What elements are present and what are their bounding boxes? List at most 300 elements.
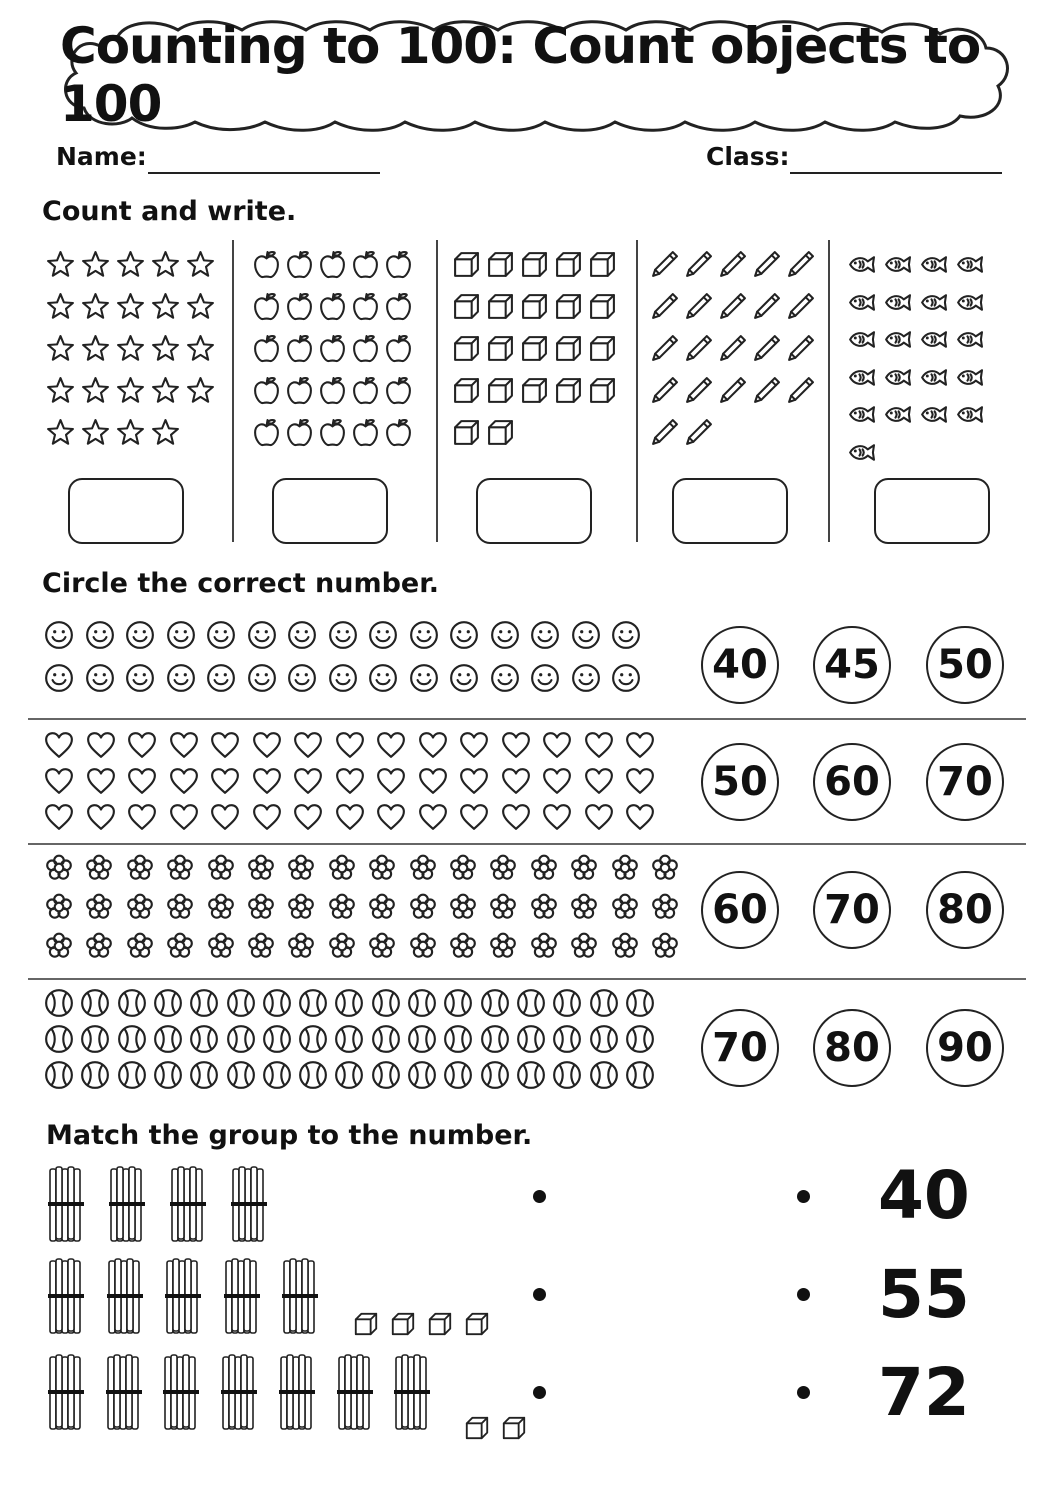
ball-icon — [480, 1060, 510, 1090]
flower-icon — [84, 931, 114, 961]
circle-row-smiley — [0, 620, 1055, 730]
ball-icon — [552, 1024, 582, 1054]
ten-bundle-icon — [170, 1165, 206, 1245]
heart-icon — [252, 802, 282, 832]
number-choice[interactable]: 80 — [926, 871, 1004, 949]
fish-icon — [846, 288, 875, 317]
circle-row-flower — [0, 853, 1055, 963]
circle-row-heart — [0, 730, 1055, 840]
smiley-icon — [206, 663, 236, 693]
ball-icon — [189, 988, 219, 1018]
ball-icon — [189, 1060, 219, 1090]
cube-icon — [554, 376, 583, 405]
ball-icon — [334, 1024, 364, 1054]
star-icon — [151, 292, 180, 321]
apple-icon — [318, 250, 347, 279]
flower-icon — [610, 931, 640, 961]
smiley-icon — [287, 663, 317, 693]
flower-icon — [488, 892, 518, 922]
answer-box[interactable] — [272, 478, 388, 544]
name-field[interactable] — [148, 172, 380, 174]
number-choice[interactable]: 90 — [926, 1009, 1004, 1087]
answer-box[interactable] — [672, 478, 788, 544]
apple-icon — [285, 418, 314, 447]
flower-icon — [327, 853, 357, 883]
ten-bundle-icon — [109, 1165, 145, 1245]
smiley-icon — [85, 620, 115, 650]
cube-icon — [520, 292, 549, 321]
ball-icon — [589, 1024, 619, 1054]
star-icon — [81, 418, 110, 447]
match-dot-left[interactable] — [533, 1386, 546, 1399]
heart-icon — [459, 802, 489, 832]
cube-icon — [464, 1415, 490, 1441]
ball-icon — [407, 1024, 437, 1054]
cube-icon — [486, 418, 515, 447]
flower-icon — [246, 931, 276, 961]
fish-icon — [846, 325, 875, 354]
cube-icon — [452, 250, 481, 279]
star-icon — [151, 250, 180, 279]
smiley-icon — [571, 663, 601, 693]
heart-icon — [293, 766, 323, 796]
flower-icon — [165, 853, 195, 883]
heart-icon — [86, 730, 116, 760]
cube-icon — [464, 1311, 490, 1337]
count-group-cube — [452, 246, 632, 546]
apple-icon — [351, 418, 380, 447]
fish-icon — [918, 288, 947, 317]
ball-icon — [262, 1024, 292, 1054]
cube-icon — [554, 292, 583, 321]
match-dot-right[interactable] — [797, 1288, 810, 1301]
cube-icon — [520, 250, 549, 279]
fish-icon — [918, 400, 947, 429]
fish-icon — [846, 438, 875, 467]
circle-row-ball — [0, 988, 1055, 1098]
ball-icon — [298, 1060, 328, 1090]
ball-icon — [80, 988, 110, 1018]
apple-icon — [252, 292, 281, 321]
column-divider — [636, 240, 638, 542]
flower-icon — [367, 931, 397, 961]
ball-icon — [262, 1060, 292, 1090]
circle-section-heading: Circle the correct number. — [42, 568, 439, 599]
apple-icon — [351, 250, 380, 279]
row-divider — [28, 718, 1026, 720]
flower-icon — [44, 931, 74, 961]
ball-icon — [334, 1060, 364, 1090]
apple-icon — [351, 292, 380, 321]
pencil-icon — [684, 334, 713, 363]
page-title: Counting to 100: Count objects to 100 — [60, 17, 981, 133]
smiley-icon — [85, 663, 115, 693]
match-number: 40 — [878, 1157, 970, 1234]
heart-icon — [584, 802, 614, 832]
ball-icon — [443, 1060, 473, 1090]
cube-icon — [452, 334, 481, 363]
heart-icon — [501, 802, 531, 832]
ball-icon — [480, 1024, 510, 1054]
flower-icon — [488, 853, 518, 883]
ten-bundle-icon — [221, 1353, 257, 1433]
heart-icon — [625, 802, 655, 832]
smiley-icon — [368, 620, 398, 650]
cube-icon — [486, 250, 515, 279]
fish-icon — [954, 288, 983, 317]
number-choice[interactable]: 45 — [813, 626, 891, 704]
ball-icon — [480, 988, 510, 1018]
star-icon — [81, 334, 110, 363]
ten-bundle-icon — [337, 1353, 373, 1433]
smiley-icon — [490, 663, 520, 693]
name-label: Name: — [56, 142, 147, 171]
ten-bundle-icon — [107, 1257, 143, 1337]
star-icon — [116, 418, 145, 447]
apple-icon — [318, 418, 347, 447]
flower-icon — [367, 892, 397, 922]
flower-icon — [448, 853, 478, 883]
smiley-icon — [328, 663, 358, 693]
ball-icon — [625, 988, 655, 1018]
apple-icon — [384, 292, 413, 321]
pencil-icon — [650, 334, 679, 363]
star-icon — [46, 250, 75, 279]
ball-icon — [516, 1060, 546, 1090]
number-choice[interactable]: 80 — [813, 1009, 891, 1087]
flower-icon — [408, 931, 438, 961]
heart-icon — [127, 730, 157, 760]
apple-icon — [252, 418, 281, 447]
star-icon — [186, 250, 215, 279]
pencil-icon — [786, 376, 815, 405]
flower-icon — [165, 892, 195, 922]
match-dot-right[interactable] — [797, 1190, 810, 1203]
flower-icon — [84, 892, 114, 922]
star-icon — [81, 250, 110, 279]
match-dot-right[interactable] — [797, 1386, 810, 1399]
flower-icon — [408, 892, 438, 922]
heart-icon — [169, 730, 199, 760]
flower-icon — [448, 931, 478, 961]
heart-icon — [542, 766, 572, 796]
apple-icon — [384, 418, 413, 447]
ball-icon — [552, 988, 582, 1018]
flower-icon — [569, 853, 599, 883]
smiley-icon — [571, 620, 601, 650]
column-divider — [828, 240, 830, 542]
pencil-icon — [752, 376, 781, 405]
ball-icon — [371, 988, 401, 1018]
heart-icon — [127, 766, 157, 796]
cube-icon — [486, 376, 515, 405]
flower-icon — [246, 892, 276, 922]
match-dot-left[interactable] — [533, 1288, 546, 1301]
heart-icon — [210, 730, 240, 760]
smiley-icon — [611, 663, 641, 693]
cube-icon — [486, 292, 515, 321]
number-choice[interactable]: 40 — [701, 626, 779, 704]
smiley-icon — [409, 620, 439, 650]
heart-icon — [252, 730, 282, 760]
flower-icon — [206, 853, 236, 883]
smiley-icon — [247, 663, 277, 693]
cube-icon — [588, 334, 617, 363]
cube-icon — [588, 376, 617, 405]
smiley-icon — [409, 663, 439, 693]
flower-icon — [529, 931, 559, 961]
heart-icon — [210, 766, 240, 796]
flower-icon — [84, 853, 114, 883]
flower-icon — [448, 892, 478, 922]
pencil-icon — [684, 376, 713, 405]
cube-icon — [390, 1311, 416, 1337]
ten-bundle-icon — [231, 1165, 267, 1245]
ten-bundle-icon — [106, 1353, 142, 1433]
flower-icon — [125, 892, 155, 922]
smiley-icon — [166, 663, 196, 693]
smiley-icon — [125, 620, 155, 650]
answer-box[interactable] — [874, 478, 990, 544]
heart-icon — [625, 730, 655, 760]
answer-box[interactable] — [68, 478, 184, 544]
apple-icon — [285, 334, 314, 363]
smiley-icon — [125, 663, 155, 693]
cube-icon — [452, 376, 481, 405]
cube-icon — [588, 292, 617, 321]
flower-icon — [286, 931, 316, 961]
heart-icon — [584, 730, 614, 760]
flower-icon — [650, 853, 680, 883]
star-icon — [46, 376, 75, 405]
flower-icon — [286, 853, 316, 883]
number-choice[interactable]: 70 — [926, 743, 1004, 821]
star-icon — [151, 334, 180, 363]
heart-icon — [44, 730, 74, 760]
smiley-icon — [530, 620, 560, 650]
answer-box[interactable] — [476, 478, 592, 544]
cube-icon — [452, 418, 481, 447]
heart-icon — [459, 730, 489, 760]
flower-icon — [165, 931, 195, 961]
flower-icon — [650, 892, 680, 922]
star-icon — [116, 250, 145, 279]
cube-icon — [353, 1311, 379, 1337]
fish-icon — [846, 250, 875, 279]
fish-icon — [882, 250, 911, 279]
fish-icon — [954, 250, 983, 279]
heart-icon — [210, 802, 240, 832]
ball-icon — [117, 1024, 147, 1054]
cube-icon — [501, 1415, 527, 1441]
fish-icon — [918, 363, 947, 392]
heart-icon — [44, 802, 74, 832]
ball-icon — [443, 1024, 473, 1054]
ball-icon — [117, 1060, 147, 1090]
cube-icon — [554, 250, 583, 279]
ball-icon — [117, 988, 147, 1018]
ball-icon — [226, 1024, 256, 1054]
heart-icon — [418, 766, 448, 796]
smiley-icon — [368, 663, 398, 693]
flower-icon — [650, 931, 680, 961]
star-icon — [151, 418, 180, 447]
cube-icon — [452, 292, 481, 321]
number-choice[interactable]: 70 — [701, 1009, 779, 1087]
star-icon — [151, 376, 180, 405]
ball-icon — [443, 988, 473, 1018]
cube-icon — [520, 334, 549, 363]
heart-icon — [418, 730, 448, 760]
star-icon — [186, 376, 215, 405]
ten-bundle-icon — [282, 1257, 318, 1337]
ball-icon — [625, 1024, 655, 1054]
flower-icon — [610, 892, 640, 922]
heart-icon — [335, 766, 365, 796]
smiley-icon — [490, 620, 520, 650]
heart-icon — [584, 766, 614, 796]
pencil-icon — [752, 292, 781, 321]
smiley-icon — [530, 663, 560, 693]
pencil-icon — [718, 376, 747, 405]
heart-icon — [44, 766, 74, 796]
ball-icon — [371, 1060, 401, 1090]
flower-icon — [286, 892, 316, 922]
smiley-icon — [287, 620, 317, 650]
star-icon — [116, 334, 145, 363]
heart-icon — [376, 766, 406, 796]
smiley-icon — [206, 620, 236, 650]
heart-icon — [625, 766, 655, 796]
number-choice[interactable]: 60 — [701, 871, 779, 949]
flower-icon — [569, 892, 599, 922]
flower-icon — [610, 853, 640, 883]
ten-bundle-icon — [48, 1353, 84, 1433]
star-icon — [186, 292, 215, 321]
smiley-icon — [166, 620, 196, 650]
ball-icon — [298, 1024, 328, 1054]
heart-icon — [293, 730, 323, 760]
cube-icon — [486, 334, 515, 363]
ball-icon — [334, 988, 364, 1018]
pencil-icon — [650, 376, 679, 405]
apple-icon — [252, 376, 281, 405]
ball-icon — [589, 988, 619, 1018]
cube-icon — [554, 334, 583, 363]
heart-icon — [293, 802, 323, 832]
pencil-icon — [718, 334, 747, 363]
flower-icon — [529, 892, 559, 922]
star-icon — [46, 418, 75, 447]
heart-icon — [335, 802, 365, 832]
apple-icon — [252, 334, 281, 363]
ball-icon — [80, 1024, 110, 1054]
smiley-icon — [328, 620, 358, 650]
fish-icon — [954, 363, 983, 392]
pencil-icon — [786, 292, 815, 321]
fish-icon — [846, 363, 875, 392]
number-choice[interactable]: 50 — [701, 743, 779, 821]
heart-icon — [252, 766, 282, 796]
count-group-fish — [846, 246, 1026, 546]
cube-icon — [427, 1311, 453, 1337]
heart-icon — [501, 766, 531, 796]
column-divider — [232, 240, 234, 542]
heart-icon — [86, 802, 116, 832]
ball-icon — [407, 988, 437, 1018]
ball-icon — [44, 1060, 74, 1090]
heart-icon — [127, 802, 157, 832]
pencil-icon — [718, 292, 747, 321]
ten-bundle-icon — [279, 1353, 315, 1433]
ball-icon — [552, 1060, 582, 1090]
pencil-icon — [650, 292, 679, 321]
fish-icon — [918, 250, 947, 279]
flower-icon — [327, 931, 357, 961]
ball-icon — [153, 1024, 183, 1054]
ball-icon — [226, 988, 256, 1018]
apple-icon — [318, 292, 347, 321]
flower-icon — [529, 853, 559, 883]
ball-icon — [371, 1024, 401, 1054]
fish-icon — [882, 363, 911, 392]
ball-icon — [407, 1060, 437, 1090]
flower-icon — [408, 853, 438, 883]
number-choice[interactable]: 50 — [926, 626, 1004, 704]
pencil-icon — [684, 250, 713, 279]
flower-icon — [125, 853, 155, 883]
class-field[interactable] — [790, 172, 1002, 174]
smiley-icon — [449, 663, 479, 693]
number-choice[interactable]: 60 — [813, 743, 891, 821]
fish-icon — [882, 288, 911, 317]
apple-icon — [285, 376, 314, 405]
apple-icon — [351, 334, 380, 363]
apple-icon — [318, 376, 347, 405]
flower-icon — [488, 931, 518, 961]
heart-icon — [376, 730, 406, 760]
ball-icon — [262, 988, 292, 1018]
heart-icon — [418, 802, 448, 832]
pencil-icon — [684, 292, 713, 321]
smiley-icon — [44, 663, 74, 693]
ball-icon — [516, 988, 546, 1018]
star-icon — [81, 376, 110, 405]
pencil-icon — [684, 418, 713, 447]
match-number: 72 — [878, 1354, 970, 1431]
match-section-heading: Match the group to the number. — [46, 1120, 533, 1151]
star-icon — [81, 292, 110, 321]
pencil-icon — [752, 334, 781, 363]
match-number: 55 — [878, 1256, 970, 1333]
class-label: Class: — [706, 142, 790, 171]
flower-icon — [44, 853, 74, 883]
apple-icon — [318, 334, 347, 363]
heart-icon — [86, 766, 116, 796]
match-dot-left[interactable] — [533, 1190, 546, 1203]
ten-bundle-icon — [394, 1353, 430, 1433]
number-choice[interactable]: 70 — [813, 871, 891, 949]
flower-icon — [569, 931, 599, 961]
apple-icon — [384, 334, 413, 363]
fish-icon — [954, 325, 983, 354]
ball-icon — [44, 1024, 74, 1054]
apple-icon — [285, 250, 314, 279]
smiley-icon — [247, 620, 277, 650]
flower-icon — [206, 931, 236, 961]
flower-icon — [206, 892, 236, 922]
flower-icon — [246, 853, 276, 883]
